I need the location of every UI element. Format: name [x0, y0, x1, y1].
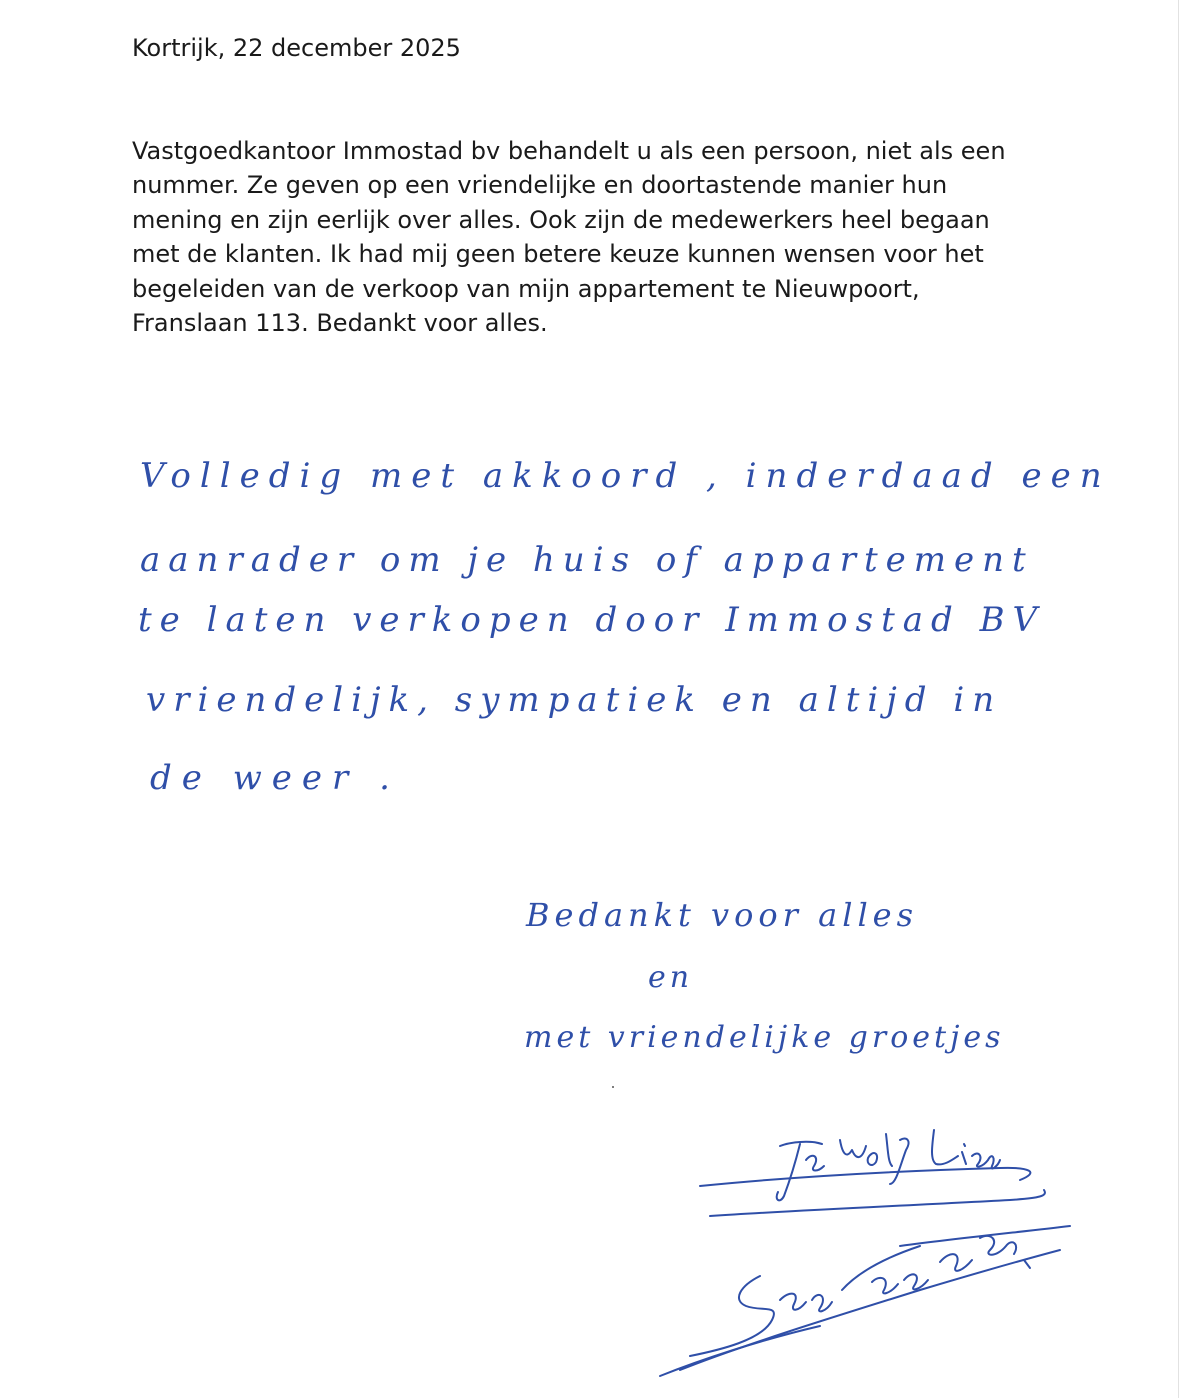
closing-and: en — [648, 960, 694, 995]
body-line: Franslaan 113. Bedankt voor alles. — [132, 309, 548, 338]
body-line: mening en zijn eerlijk over alles. Ook zijn de medewerkers heel begaan — [132, 205, 990, 234]
closing-thanks: Bedankt voor alles — [526, 896, 919, 934]
body-line: Vastgoedkantoor Immostad bv behandelt u als een persoon, niet als een — [132, 137, 1006, 165]
body-line: met de klanten. Ik had mij geen betere keuze kunnen wensen voor het — [132, 240, 984, 269]
body-line: begeleiden van de verkoop van mijn appartement te Nieuwpoort, — [132, 274, 920, 303]
handwritten-line: vriendelijk, sympatiek en altijd in — [146, 680, 1003, 720]
handwritten-line: aanrader om je huis of appartement — [140, 540, 1034, 580]
date-line: Kortrijk, 22 december 2025 — [132, 34, 461, 62]
body-line: nummer. Ze geven op een vriendelijke en doortastende manier hun — [132, 171, 948, 200]
handwritten-line: te laten verkopen door Immostad BV — [138, 600, 1046, 640]
signature-2 — [660, 1226, 1070, 1376]
handwritten-line: de weer . — [150, 758, 400, 798]
closing-greetings: met vriendelijke groetjes — [524, 1020, 1005, 1055]
handwritten-line: Volledig met akkoord , inderdaad een — [140, 456, 1111, 496]
signature-1 — [700, 1130, 1045, 1216]
